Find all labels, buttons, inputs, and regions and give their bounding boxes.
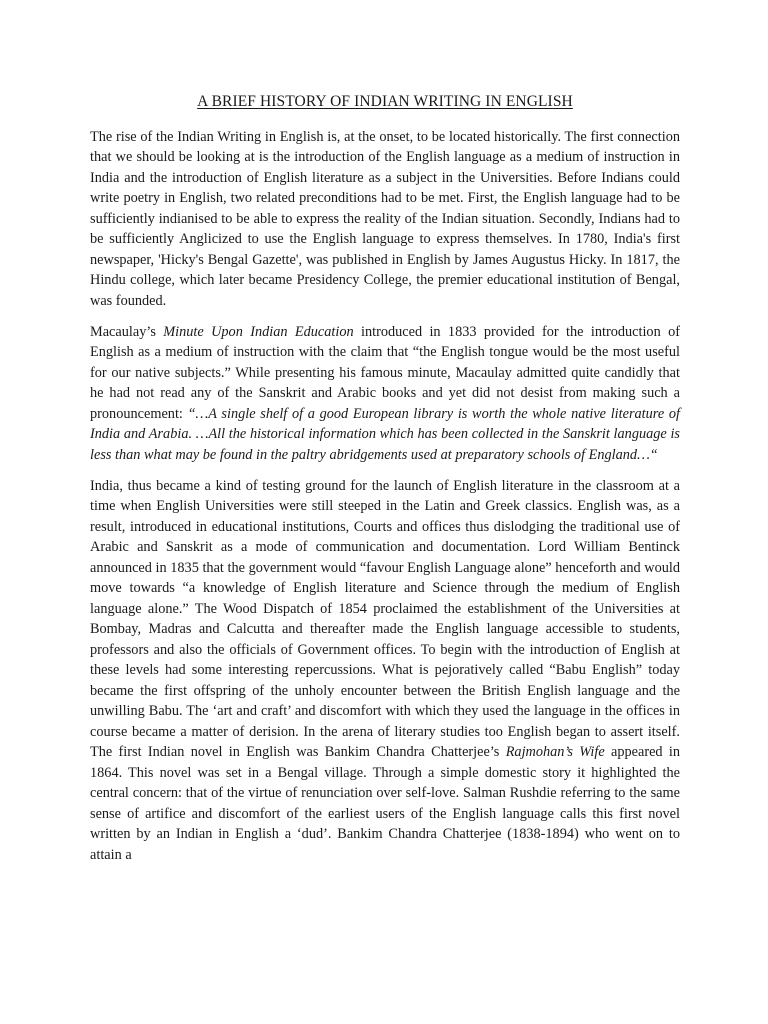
document-page — [90, 92, 680, 876]
macaulay-quote: “…A single shelf of a good European library is worth the whole native literature of India and Arabia. …All the historical information which has been collected in the Sanskrit language is less than what may be found in the paltry abridgements used at preparatory schools of England…“ — [90, 405, 680, 463]
paragraph-testing-ground-tail: appeared in 1864. This novel was set in a Bengal village. Through a simple domestic story it highlighted the central concern: that of the virtue of renunciation over self-love. Salman Rushdie referring to the same sense of artifice and discomfort of the earliest users of the English language calls this first novel written by an Indian in English a ‘dud’. Bankim Chandra Chatterjee (1838-1894) who went on to attain a — [90, 744, 681, 863]
novel-title: Rajmohan’s Wife — [505, 744, 605, 760]
minute-title: Minute Upon Indian Education — [163, 323, 354, 340]
paragraph-macaulay — [90, 322, 680, 466]
paragraph-macaulay-lead: Macaulay’s — [90, 323, 164, 340]
paragraph-testing-ground — [90, 476, 680, 866]
paragraph-intro: The rise of the Indian Writing in English is, at the onset, to be located historically. The first connection that we should be looking at is the introduction of the English language as a medium of instruction in India and the introduction of English literature as a subject in the Universities. Before Indians could write poetry in English, two related preconditions had to be met. First, the English language had to be sufficiently indianised to be able to express the reality of the Indian situation. Secondly, Indians had to be sufficiently Anglicized to use the English language to express themselves. In 1780, India's first newspaper, 'Hicky's Bengal Gazette', was published in English by James Augustus Hicky. In 1817, the Hindu college, which later became Presidency College, the premier educational institution of Bengal, was founded. — [90, 128, 680, 309]
paragraph-testing-ground-text: India, thus became a kind of testing ground for the launch of English literature in the classroom at a time when English Universities were still steeped in the Latin and Greek classics. English was, as a result, introduced in educational institutions, Courts and offices thus dislodging the traditional use of Arabic and Sanskrit as a mode of communication and documentation. Lord William Bentinck announced in 1835 that the government would “favour English Language alone” henceforth and would move towards “a knowledge of English literature and Science through the medium of English language alone.” The Wood Dispatch of 1854 proclaimed the establishment of the Universities at Bombay, Madras and Calcutta and thereafter made the English language accessible to students, professors and also the officials of Government offices. To begin with the introduction of English at these levels had some interesting repercussions. What is pejoratively called “Babu English” today became the first offspring of the unholy encounter between the British English language and the unwilling Babu. The ‘art and craft’ and discomfort with which they used the language in the offices in course became a matter of derision. In the arena of literary studies too English began to assert itself. The first Indian novel in English was Bankim Chandra Chatterjee’s — [90, 477, 680, 760]
page-title: A BRIEF HISTORY OF INDIAN WRITING IN ENGLISH — [197, 93, 573, 110]
paragraph-macaulay-body: introduced in 1833 provided for the introduction of English as a medium of instruction with the claim that “the English tongue would be the most useful for our native subjects.” While presenting his famous minute, Macaulay admitted quite candidly that he had not read any of the Sanskrit and Arabic books and yet did not desist from making such a pronouncement: — [90, 323, 680, 422]
